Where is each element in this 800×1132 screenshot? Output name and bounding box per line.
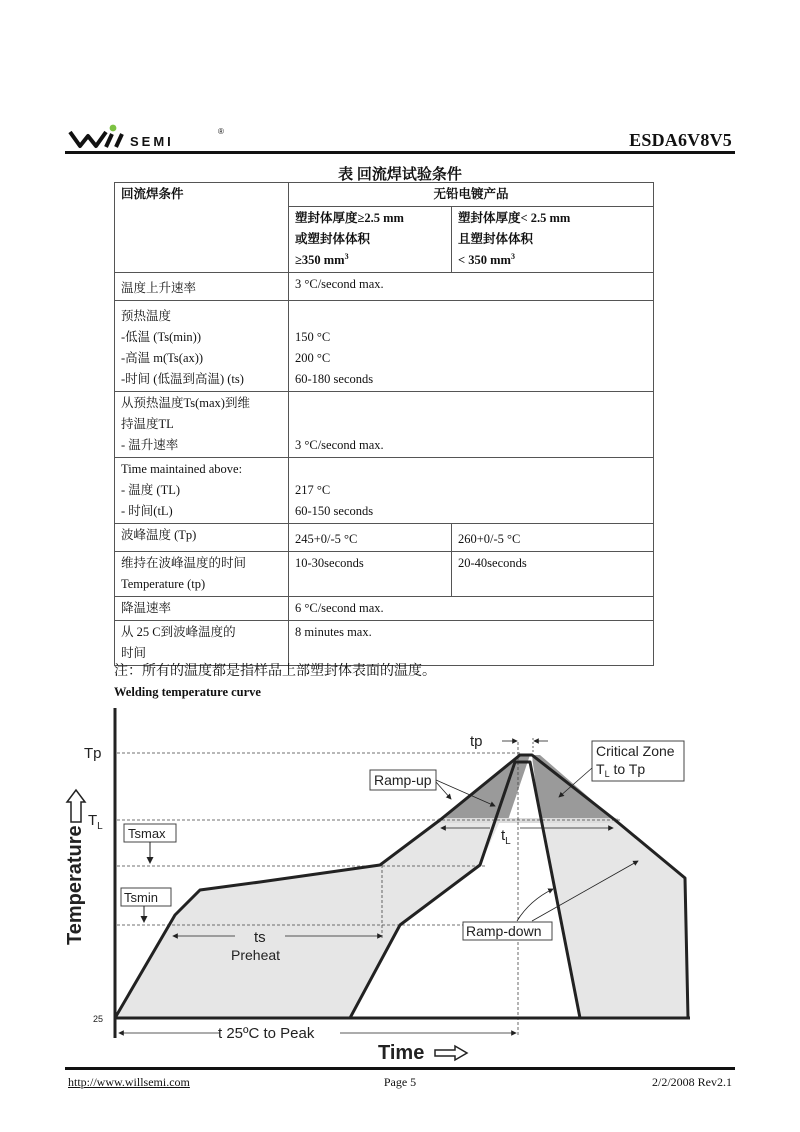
temperature-note: 注：所有的温度都是指样品上部塑封体表面的温度。 [114, 664, 436, 679]
part-number: ESDA6V8V5 [629, 130, 732, 150]
footer-divider [65, 1067, 735, 1070]
ts-label: ts [254, 929, 266, 946]
tp-duration-label: tp [470, 733, 483, 750]
header-condition: 回流焊条件 [115, 183, 289, 273]
row-label: 从 25 C到波峰温度的 时间 [115, 621, 289, 666]
header-group: 无铅电镀产品 [289, 183, 654, 207]
tsmax-label: Tsmax [128, 826, 166, 841]
base-level-label: 25 [93, 1014, 104, 1024]
table-row [115, 458, 654, 524]
row-label: 预热温度 -低温 (Ts(min)) -高温 m(Ts(ax)) -时间 (低温到高温) (ts) [115, 301, 289, 392]
website-link[interactable]: http://www.willsemi.com [68, 1075, 190, 1089]
revision-date: 2/2/2008 Rev2.1 [652, 1075, 732, 1089]
preheat-region [115, 755, 530, 1018]
row-label: 维持在波峰温度的时间 Temperature (tp) [115, 552, 289, 597]
critical-zone-range: $T_L$ to Tp [596, 761, 646, 779]
page-number: Page 5 [383, 1075, 417, 1089]
right-arrow-icon [435, 1046, 467, 1060]
row-value-b: 260+0/-5 °C [452, 524, 654, 552]
tl-level-label: $T_L$ [88, 812, 103, 832]
row-value: 150 °C 200 °C 60-180 seconds [289, 301, 654, 392]
critical-zone-label: Critical Zone [596, 743, 675, 759]
tl-band [438, 818, 618, 823]
ramp-down-arrow-1 [517, 889, 553, 921]
row-value-a: 10-30seconds [289, 552, 452, 597]
t25-label: t 25ºC to Peak [218, 1025, 315, 1042]
willsemi-logo [68, 124, 238, 152]
table-title: 表 回流焊试验条件 [338, 167, 462, 183]
row-value: 3 °C/second max. [289, 392, 654, 458]
tp-level-label: Tp [84, 745, 102, 762]
header-col-b: 塑封体厚度< 2.5 mm 且塑封体体积 < 350 $mm^3$ [452, 207, 654, 273]
row-label: 温度上升速率 [115, 273, 289, 301]
ramp-up-arrow-1 [436, 782, 451, 799]
table-row [115, 552, 654, 597]
row-value: 6 °C/second max. [289, 597, 654, 621]
up-arrow-icon [67, 790, 85, 822]
tsmin-label: Tsmin [124, 890, 158, 905]
row-value-a: 245+0/-5 °C [289, 524, 452, 552]
figure-title: Welding temperature curve [114, 685, 261, 699]
row-value: 3 °C/second max. [289, 273, 654, 301]
header-divider [65, 151, 735, 154]
table-row [115, 621, 654, 666]
row-value: 8 minutes max. [289, 621, 654, 666]
row-label: 波峰温度 (Tp) [115, 524, 289, 552]
table-row [115, 392, 654, 458]
reflow-conditions-table [114, 182, 654, 666]
row-value: 217 °C 60-150 seconds [289, 458, 654, 524]
x-axis-title: Time [378, 1042, 425, 1064]
ramp-up-label: Ramp-up [374, 772, 432, 788]
row-value-b: 20-40seconds [452, 552, 654, 597]
ramp-down-label: Ramp-down [466, 923, 542, 939]
row-label: 从预热温度Ts(max)到维 持温度TL - 温升速率 [115, 392, 289, 458]
table-header-row [115, 183, 654, 207]
table-row [115, 597, 654, 621]
table-row [115, 273, 654, 301]
row-label: Time maintained above: - 温度 (TL) - 时间(tL) [115, 458, 289, 524]
reflow-profile-diagram [60, 700, 740, 1065]
row-label: 降温速率 [115, 597, 289, 621]
preheat-label: Preheat [231, 947, 281, 963]
table-row [115, 301, 654, 392]
registered-mark: ® [218, 127, 224, 136]
logo-text: SEMI [130, 134, 174, 149]
table-row [115, 524, 654, 552]
tl-duration-label: $t_L$ [501, 827, 511, 847]
logo-mark-icon [68, 124, 238, 152]
header-col-a: 塑封体厚度≥2.5 mm 或塑封体体积 ≥350 $mm^3$ [289, 207, 452, 273]
y-axis-title: Temperature [64, 825, 86, 945]
